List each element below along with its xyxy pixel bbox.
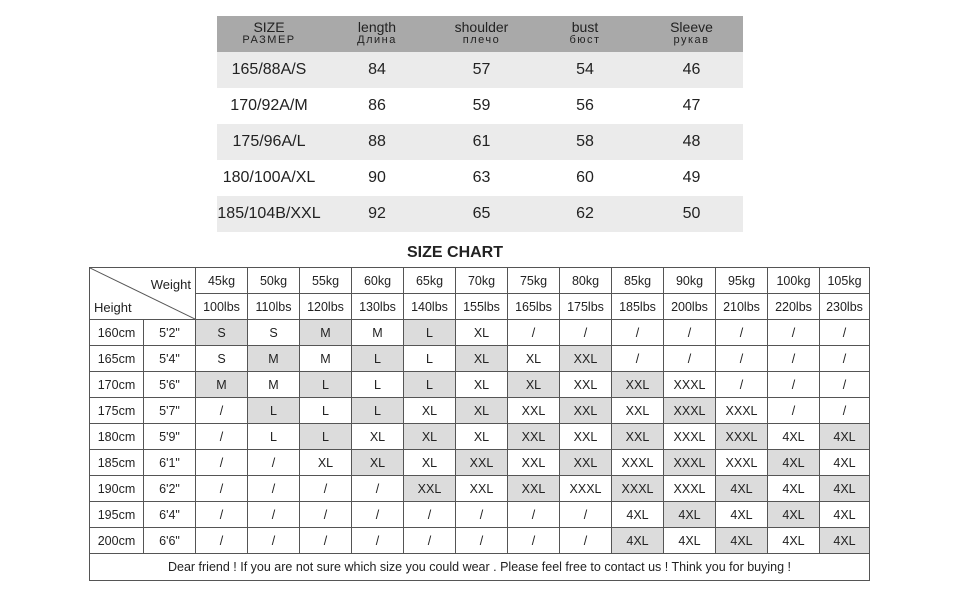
size-cell: / <box>508 502 560 528</box>
measure-cell: 54 <box>530 52 640 88</box>
size-cell: XXXL <box>664 398 716 424</box>
measure-cell: 62 <box>530 196 640 232</box>
size-cell: / <box>820 372 870 398</box>
size-cell: XXXL <box>664 450 716 476</box>
measure-cell: 61 <box>433 124 530 160</box>
size-cell: XXL <box>456 476 508 502</box>
measure-cell: 50 <box>640 196 743 232</box>
size-cell: / <box>560 320 612 346</box>
size-cell: 4XL <box>716 502 768 528</box>
size-cell: XL <box>508 372 560 398</box>
height-row <box>90 476 870 502</box>
size-cell: / <box>196 450 248 476</box>
size-cell: XXXL <box>612 476 664 502</box>
size-cell: / <box>716 320 768 346</box>
measurement-row <box>217 52 743 88</box>
measure-cell: 90 <box>368 169 386 186</box>
size-cell: / <box>716 346 768 372</box>
weight-kg-header: 75kg <box>508 268 560 294</box>
measure-cell: 57 <box>433 52 530 88</box>
height-cm: 180cm <box>90 424 144 450</box>
measure-cell: 92 <box>321 196 433 232</box>
size-cell: XXXL <box>664 476 716 502</box>
weight-kg-header: 70kg <box>456 268 508 294</box>
height-ft: 5'4" <box>144 346 196 372</box>
size-cell: XXXL <box>664 424 716 450</box>
height-ft: 5'7" <box>144 398 196 424</box>
weight-kg-header: 55kg <box>300 268 352 294</box>
size-cell: / <box>716 372 768 398</box>
height-row <box>90 346 870 372</box>
size-cell: XL <box>456 320 508 346</box>
weight-height-corner <box>90 268 196 320</box>
size-cell: L <box>248 398 300 424</box>
size-cell: XXL <box>612 424 664 450</box>
measure-cell: 170/92A/M <box>230 97 308 114</box>
size-cell: XL <box>508 346 560 372</box>
size-cell: XXL <box>612 398 664 424</box>
size-cell: / <box>768 346 820 372</box>
measure-cell: 49 <box>682 169 701 186</box>
height-row <box>90 320 870 346</box>
size-cell: / <box>300 502 352 528</box>
size-cell: XL <box>300 450 352 476</box>
weight-lbs-row <box>90 294 870 320</box>
measure-cell: 59 <box>472 97 491 114</box>
weight-lbs-header: 155lbs <box>456 294 508 320</box>
weight-kg-row <box>90 268 870 294</box>
height-ft: 5'6" <box>144 372 196 398</box>
size-cell: / <box>248 528 300 554</box>
measure-cell: 165/88A/S <box>217 52 321 88</box>
height-cm: 190cm <box>90 476 144 502</box>
size-cell: M <box>196 372 248 398</box>
size-cell: / <box>352 528 404 554</box>
size-cell: M <box>248 372 300 398</box>
height-row <box>90 372 870 398</box>
height-row <box>90 502 870 528</box>
size-cell: XXL <box>560 424 612 450</box>
size-cell: XXL <box>612 372 664 398</box>
height-row <box>90 398 870 424</box>
size-cell: / <box>664 320 716 346</box>
measure-cell: 180/100A/XL <box>222 169 316 186</box>
size-cell: / <box>196 398 248 424</box>
height-ft: 6'2" <box>144 476 196 502</box>
weight-label: Weight <box>150 277 191 292</box>
size-cell: XL <box>404 450 456 476</box>
measure-cell: 65 <box>433 196 530 232</box>
header-length: length Длина <box>321 16 433 52</box>
size-chart-title: SIZE CHART <box>407 244 503 261</box>
size-cell: 4XL <box>820 528 870 554</box>
weight-lbs-header: 200lbs <box>664 294 716 320</box>
size-cell: XXL <box>508 476 560 502</box>
measure-cell: 56 <box>576 97 594 114</box>
height-row <box>90 528 870 554</box>
weight-lbs-header: 100lbs <box>196 294 248 320</box>
measurement-row <box>217 88 743 124</box>
size-cell: S <box>248 320 300 346</box>
size-cell: / <box>404 528 456 554</box>
size-cell: 4XL <box>664 528 716 554</box>
weight-kg-header: 90kg <box>664 268 716 294</box>
height-ft: 5'9" <box>144 424 196 450</box>
size-cell: / <box>196 502 248 528</box>
size-cell: XXL <box>560 346 612 372</box>
size-cell: 4XL <box>716 528 768 554</box>
size-chart-grid <box>89 267 870 581</box>
weight-lbs-header: 165lbs <box>508 294 560 320</box>
weight-lbs-header: 230lbs <box>820 294 870 320</box>
size-cell: / <box>352 502 404 528</box>
weight-kg-header: 50kg <box>248 268 300 294</box>
measure-cell: 58 <box>530 124 640 160</box>
footer-note: Dear friend ! If you are not sure which size you could wear . Please feel free to contact us ! Think you for buying ! <box>90 554 870 581</box>
size-cell: M <box>248 346 300 372</box>
size-cell: L <box>300 424 352 450</box>
header-size: SIZE РАЗМЕР <box>217 16 321 52</box>
header-bust: bust бюст <box>530 16 640 52</box>
weight-lbs-header: 140lbs <box>404 294 456 320</box>
size-cell: / <box>196 528 248 554</box>
size-cell: XXL <box>508 424 560 450</box>
size-cell: XL <box>456 398 508 424</box>
size-cell: XXXL <box>716 424 768 450</box>
size-cell: XXXL <box>716 450 768 476</box>
size-cell: / <box>768 398 820 424</box>
size-cell: XL <box>456 346 508 372</box>
size-cell: L <box>404 372 456 398</box>
size-cell: 4XL <box>820 450 870 476</box>
size-cell: XXL <box>456 450 508 476</box>
weight-lbs-header: 120lbs <box>300 294 352 320</box>
weight-lbs-header: 175lbs <box>560 294 612 320</box>
size-cell: M <box>300 346 352 372</box>
size-cell: XXL <box>508 450 560 476</box>
size-cell: L <box>248 424 300 450</box>
height-ft: 5'2" <box>144 320 196 346</box>
weight-lbs-header: 130lbs <box>352 294 404 320</box>
size-cell: / <box>768 372 820 398</box>
weight-kg-header: 105kg <box>820 268 870 294</box>
size-cell: / <box>404 502 456 528</box>
size-cell: 4XL <box>768 528 820 554</box>
size-cell: S <box>196 320 248 346</box>
size-cell: XL <box>456 424 508 450</box>
measure-cell: 47 <box>682 97 701 114</box>
size-cell: / <box>456 528 508 554</box>
size-cell: XL <box>352 424 404 450</box>
weight-lbs-header: 185lbs <box>612 294 664 320</box>
size-cell: XL <box>456 372 508 398</box>
measure-cell: 84 <box>321 52 433 88</box>
size-cell: XXL <box>404 476 456 502</box>
size-cell: XL <box>404 424 456 450</box>
weight-kg-header: 95kg <box>716 268 768 294</box>
size-cell: L <box>404 320 456 346</box>
size-cell: / <box>664 346 716 372</box>
weight-kg-header: 100kg <box>768 268 820 294</box>
header-shoulder: shoulder плечо <box>433 16 530 52</box>
footer-row <box>90 554 870 581</box>
measure-cell: 86 <box>368 97 386 114</box>
size-cell: 4XL <box>768 450 820 476</box>
size-cell: M <box>300 320 352 346</box>
size-cell: XXL <box>560 398 612 424</box>
size-cell: 4XL <box>768 424 820 450</box>
size-cell: / <box>248 476 300 502</box>
measurement-row <box>217 124 743 160</box>
height-label: Height <box>94 300 132 315</box>
measurement-table <box>217 16 743 232</box>
size-cell: L <box>352 398 404 424</box>
size-cell: L <box>404 346 456 372</box>
height-row <box>90 450 870 476</box>
size-cell: XXXL <box>560 476 612 502</box>
size-cell: XL <box>352 450 404 476</box>
weight-kg-header: 85kg <box>612 268 664 294</box>
size-cell: 4XL <box>612 502 664 528</box>
size-cell: / <box>612 320 664 346</box>
size-cell: / <box>508 528 560 554</box>
height-cm: 195cm <box>90 502 144 528</box>
measurement-header-row <box>217 16 743 52</box>
height-cm: 185cm <box>90 450 144 476</box>
size-cell: 4XL <box>768 476 820 502</box>
size-cell: XXXL <box>716 398 768 424</box>
size-cell: / <box>196 476 248 502</box>
size-cell: / <box>820 346 870 372</box>
weight-lbs-header: 210lbs <box>716 294 768 320</box>
measurement-row <box>217 196 743 232</box>
height-cm: 175cm <box>90 398 144 424</box>
size-cell: XXL <box>560 372 612 398</box>
measure-cell: 46 <box>640 52 743 88</box>
measure-cell: 185/104B/XXL <box>217 196 321 232</box>
size-cell: XXXL <box>664 372 716 398</box>
size-cell: / <box>456 502 508 528</box>
height-row <box>90 424 870 450</box>
size-cell: L <box>352 372 404 398</box>
measure-cell: 63 <box>472 169 491 186</box>
size-cell: 4XL <box>820 424 870 450</box>
size-cell: XXXL <box>612 450 664 476</box>
size-cell: / <box>248 502 300 528</box>
size-cell: XXL <box>508 398 560 424</box>
size-cell: / <box>196 424 248 450</box>
measure-cell: 48 <box>640 124 743 160</box>
size-cell: 4XL <box>768 502 820 528</box>
size-cell: 4XL <box>716 476 768 502</box>
size-cell: L <box>352 346 404 372</box>
size-cell: 4XL <box>820 476 870 502</box>
size-cell: / <box>300 476 352 502</box>
size-cell: / <box>768 320 820 346</box>
size-cell: 4XL <box>612 528 664 554</box>
size-cell: / <box>248 450 300 476</box>
weight-lbs-header: 110lbs <box>248 294 300 320</box>
weight-lbs-header: 220lbs <box>768 294 820 320</box>
weight-kg-header: 65kg <box>404 268 456 294</box>
size-cell: / <box>352 476 404 502</box>
measurement-row <box>217 160 743 196</box>
measure-cell: 175/96A/L <box>217 124 321 160</box>
height-ft: 6'4" <box>144 502 196 528</box>
size-cell: / <box>612 346 664 372</box>
weight-kg-header: 60kg <box>352 268 404 294</box>
measure-cell: 88 <box>321 124 433 160</box>
size-cell: 4XL <box>664 502 716 528</box>
measure-cell: 60 <box>576 169 594 186</box>
size-cell: L <box>300 398 352 424</box>
weight-kg-header: 80kg <box>560 268 612 294</box>
size-cell: / <box>820 398 870 424</box>
size-cell: M <box>352 320 404 346</box>
size-cell: XXL <box>560 450 612 476</box>
size-cell: / <box>508 320 560 346</box>
height-cm: 160cm <box>90 320 144 346</box>
header-sleeve: Sleeve рукав <box>640 16 743 52</box>
size-cell: S <box>196 346 248 372</box>
size-cell: L <box>300 372 352 398</box>
height-ft: 6'6" <box>144 528 196 554</box>
size-cell: 4XL <box>820 502 870 528</box>
weight-kg-header: 45kg <box>196 268 248 294</box>
height-ft: 6'1" <box>144 450 196 476</box>
size-cell: / <box>820 320 870 346</box>
size-cell: / <box>560 502 612 528</box>
height-cm: 170cm <box>90 372 144 398</box>
size-cell: XL <box>404 398 456 424</box>
size-cell: / <box>300 528 352 554</box>
height-cm: 200cm <box>90 528 144 554</box>
height-cm: 165cm <box>90 346 144 372</box>
size-cell: / <box>560 528 612 554</box>
